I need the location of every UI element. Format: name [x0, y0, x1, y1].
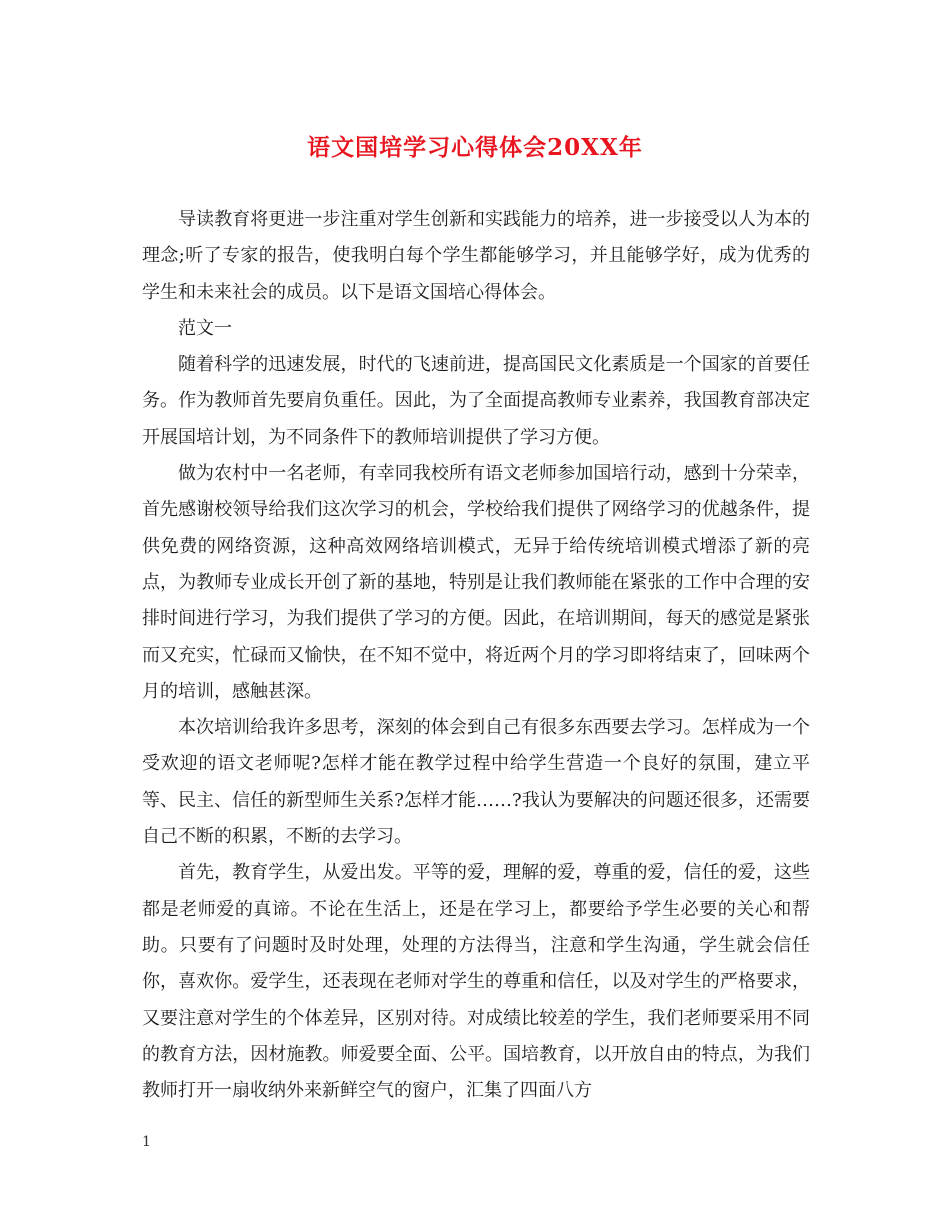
- paragraph-3: 本次培训给我许多思考，深刻的体会到自己有很多东西要去学习。怎样成为一个受欢迎的语文老师呢?怎样才能在教学过程中给学生营造一个良好的氛围，建立平等、民主、信任的新型师生关系?怎样才能……?我认为要解决的问题还很多，还需要自己不断的积累，不断的去学习。: [142, 717, 810, 848]
- paragraph-1: 随着科学的迅速发展，时代的飞速前进，提高国民文化素质是一个国家的首要任务。作为教师首先要肩负重任。因此，为了全面提高教师专业素养，我国教育部决定开展国培计划，为不同条件下的教师培训提供了学习方便。: [142, 354, 810, 448]
- paragraph-section-heading: 范文一: [178, 317, 232, 339]
- page-number: 1: [142, 1134, 151, 1150]
- document-title: 语文国培学习心得体会20XX年: [307, 134, 643, 161]
- paragraph-intro: 导读教育将更进一步注重对学生创新和实践能力的培养，进一步接受以人为本的理念;听了专家的报告，使我明白每个学生都能够学习，并且能够学好，成为优秀的学生和未来社会的成员。以下是语文国培心得体会。: [142, 209, 810, 303]
- paragraph-4: 首先，教育学生，从爱出发。平等的爱，理解的爱，尊重的爱，信任的爱，这些都是老师爱的真谛。不论在生活上，还是在学习上，都要给予学生必要的关心和帮助。只要有了问题时及时处理，处理的方法得当，注意和学生沟通，学生就会信任你，喜欢你。爱学生，还表现在老师对学生的尊重和信任，以及对学生的严格要求，又要注意对学生的个体差异，区别对待。对成绩比较差的学生，我们老师要采用不同的教育方法，因材施教。师爱要全面、公平。国培教育，以开放自由的特点，为我们教师打开一扇收纳外来新鲜空气的窗户，汇集了四面八方: [142, 862, 810, 1102]
- document-body: [142, 202, 810, 1109]
- paragraph-2: 做为农村中一名老师，有幸同我校所有语文老师参加国培行动，感到十分荣幸，首先感谢校领导给我们这次学习的机会，学校给我们提供了网络学习的优越条件，提供免费的网络资源，这种高效网络培训模式，无异于给传统培训模式增添了新的亮点，为教师专业成长开创了新的基地，特别是让我们教师能在紧张的工作中合理的安排时间进行学习，为我们提供了学习的方便。因此，在培训期间，每天的感觉是紧张而又充实，忙碌而又愉快，在不知不觉中，将近两个月的学习即将结束了，回味两个月的培训，感触甚深。: [142, 463, 810, 702]
